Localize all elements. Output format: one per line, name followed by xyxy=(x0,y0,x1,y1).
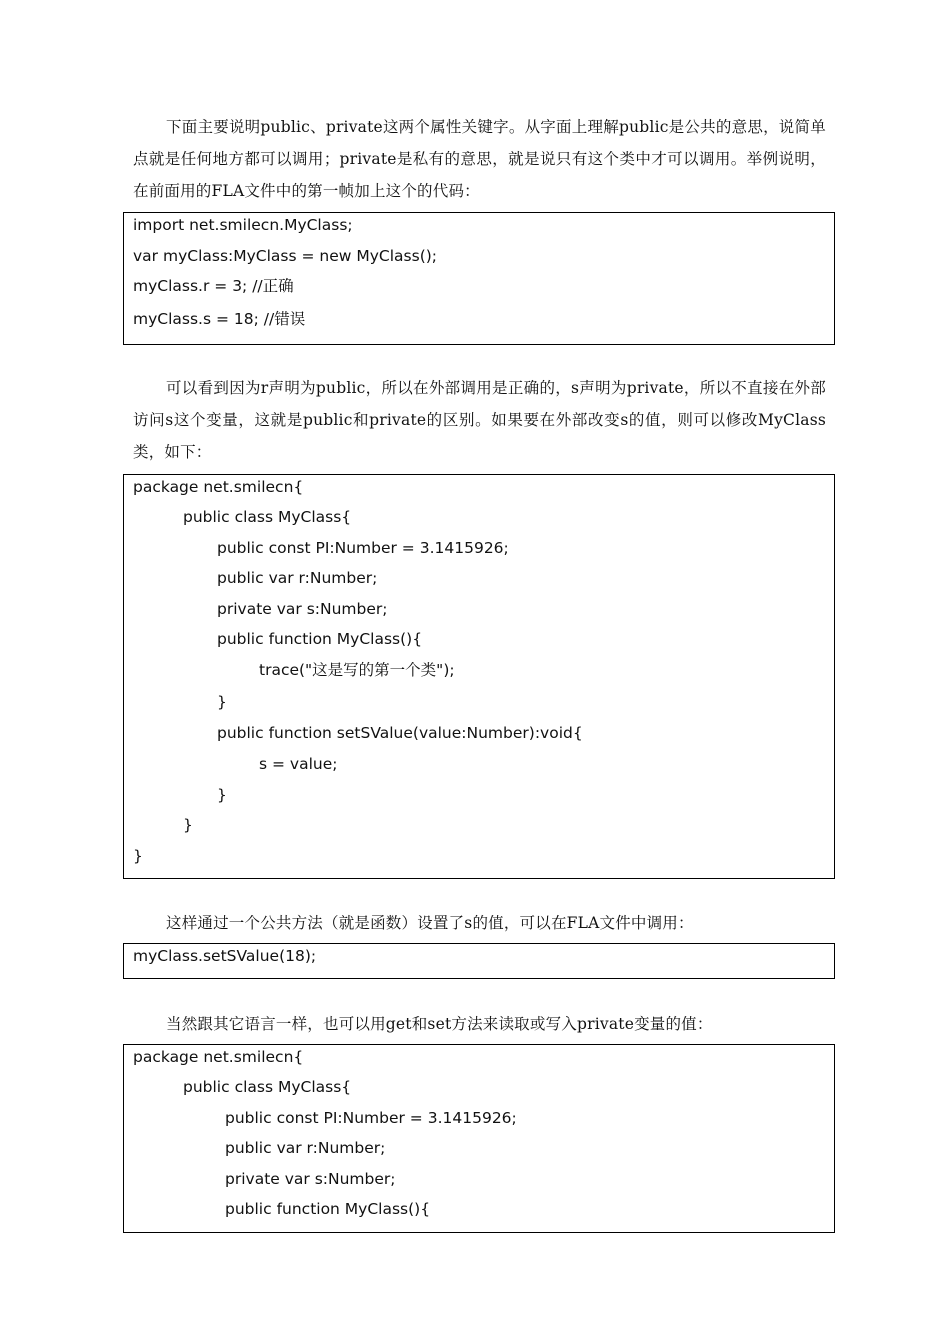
code-line: public class MyClass{ xyxy=(183,508,352,526)
code-line: public function MyClass(){ xyxy=(217,630,423,648)
code-line: myClass.setSValue(18); xyxy=(133,947,317,965)
code-line: package net.smilecn{ xyxy=(133,1048,304,1066)
code-line: private var s:Number; xyxy=(225,1170,396,1188)
code-line: trace("这是写的第一个类"); xyxy=(259,661,455,679)
code-line: public class MyClass{ xyxy=(183,1078,352,1096)
paragraph-intro: 下面主要说明public、private这两个属性关键字。从字面上理解public是公共的意思，说简单点就是任何地方都可以调用；private是私有的意思，就是说只有这个类中才可以调用。举例说明，在前面用的FLA文件中的第一帧加上这个的代码： xyxy=(133,118,826,200)
code-line: public function MyClass(){ xyxy=(225,1200,431,1218)
code-line: public const PI:Number = 3.1415926; xyxy=(217,539,509,557)
code-line: public var r:Number; xyxy=(225,1139,386,1157)
paragraph-explanation: 可以看到因为r声明为public，所以在外部调用是正确的，s声明为private，所以不直接在外部访问s这个变量，这就是public和private的区别。如果要在外部改变s的值，则可以修改MyClass类，如下： xyxy=(133,379,826,461)
code-line: } xyxy=(217,693,227,711)
code-line: s = value; xyxy=(259,755,338,773)
code-line: private var s:Number; xyxy=(217,600,388,618)
code-block-call xyxy=(123,943,835,979)
code-line: } xyxy=(183,816,193,834)
code-line: public function setSValue(value:Number):void{ xyxy=(217,724,583,742)
code-line: } xyxy=(217,786,227,804)
code-block-class-setter xyxy=(123,474,835,879)
code-line: var myClass:MyClass = new MyClass(); xyxy=(133,247,438,265)
code-line: public const PI:Number = 3.1415926; xyxy=(225,1109,517,1127)
code-block-class-getset xyxy=(123,1044,835,1233)
code-line: } xyxy=(133,847,143,865)
code-line: public var r:Number; xyxy=(217,569,378,587)
code-line: package net.smilecn{ xyxy=(133,478,304,496)
paragraph-get-set: 当然跟其它语言一样，也可以用get和set方法来读取或写入private变量的值： xyxy=(166,1015,713,1033)
code-line: myClass.s = 18; //错误 xyxy=(133,310,306,328)
code-line: import net.smilecn.MyClass; xyxy=(133,216,353,234)
code-line: myClass.r = 3; //正确 xyxy=(133,277,294,295)
code-block-usage xyxy=(123,212,835,345)
paragraph-setter-call: 这样通过一个公共方法（就是函数）设置了s的值，可以在FLA文件中调用： xyxy=(166,914,694,932)
